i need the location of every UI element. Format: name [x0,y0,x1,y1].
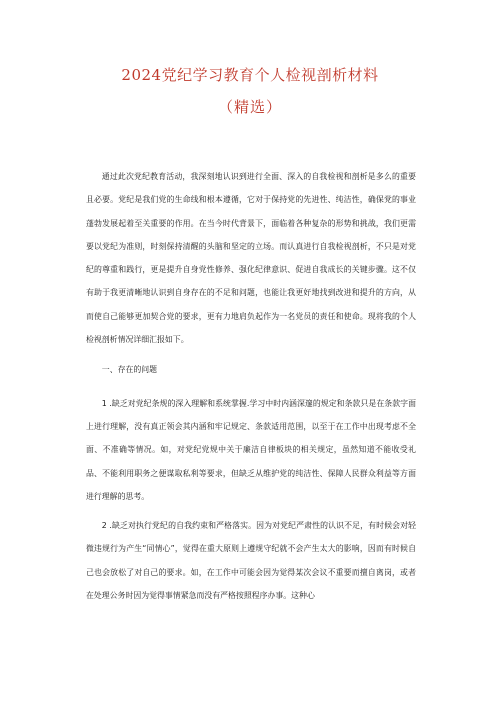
problem-item-2: 2 .缺乏对执行党纪的自我约束和严格落实。因为对党纪严肃性的认识不足，有时候会对轻微违规行为产生“同情心”，觉得在重大原则上遵规守纪就不会产生太大的影响，因而有时候自己也会放松了对自己的要求。如，在工作中可能会因为觉得某次会议不重要而擅自离岗，或者在处理公务时因为觉得事情紧急而没有严格按照程序办事。这种心 [86,521,416,601]
problem-item-1: 1 .缺乏对党纪条规的深入理解和系统掌握.学习中时内涵深邃的规定和条款只是在条款字面上进行理解，没有真正领会其内涵和牢记规定、条款适用范围，以至于在工作中出现考虑不全面、不准确等情况。如，对党纪党规中关于廉洁自律板块的相关规定，虽然知道不能收受礼品、不能利用职务之便谋取私利等要求，但缺乏从维护党的纯洁性、保障人民群众利益等方面进行理解的思考。 [86,398,416,501]
document-subtitle: （精选） [217,98,282,116]
document-title: 2024党纪学习教育个人检视剖析材料 [121,66,379,84]
intro-paragraph: 通过此次党纪教育活动，我深刻地认识到进行全面、深入的自我检视和剖析是多么的重要且必要。党纪是我们党的生命线和根本遵循，它对于保持党的先进性、纯洁性，确保党的事业蓬勃发展起着至关重要的作用。在当今时代背景下，面临着各种复杂的形势和挑战，我们更需要以党纪为准则，时刻保持清醒的头脑和坚定的立场。而认真进行自我检视剖析，不只是对党纪的尊重和践行，更是提升自身党性修养、强化纪律意识、促进自我成长的关键步骤。这不仅有助于我更清晰地认识到自身存在的不足和问题，也能让我更好地找到改进和提升的方向，从而使自己能够更加契合党的要求，更有力地肩负起作为一名党员的责任和使命。现将我的个人检视剖析情况详细汇报如下。 [86,172,416,345]
document-body [86,165,416,607]
section-heading-problems: 一、存在的问题 [101,365,158,375]
